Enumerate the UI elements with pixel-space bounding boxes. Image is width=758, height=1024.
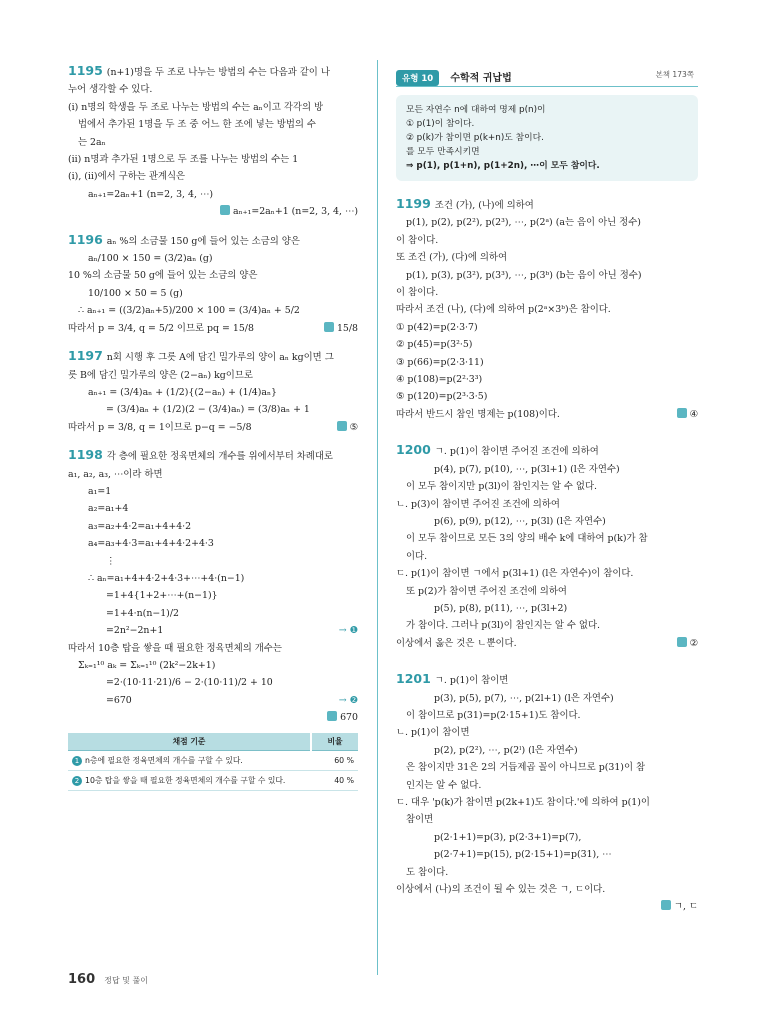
line: Σₖ₌₁¹⁰ aₖ = Σₖ₌₁¹⁰ (2k²−2k+1) [78, 660, 216, 671]
section-tag: 유형 10 [396, 70, 439, 86]
line: 이상에서 옳은 것은 ㄴ뿐이다. [396, 637, 517, 649]
step-marker: → ❷ [338, 694, 358, 706]
answer: aₙ₊₁=2aₙ+1 (n=2, 3, 4, ⋯) [233, 206, 358, 218]
footer-label: 정답 및 풀이 [104, 976, 148, 985]
table-cell: n층에 필요한 정육면체의 개수를 구할 수 있다. [85, 755, 243, 765]
problem-1196 [68, 231, 358, 337]
answer-mark-icon [677, 408, 687, 418]
answer-mark-icon [337, 421, 347, 431]
line: 따라서 반드시 참인 명제는 p(108)이다. [396, 408, 560, 420]
line: ㄱ. p(1)이 참이면 주어진 조건에 의하여 [434, 446, 599, 458]
line: =670 [106, 694, 132, 706]
line: ㄷ. p(1)이 참이면 ㄱ에서 p(3l+1) (l은 자연수)이 참이다. [396, 568, 634, 580]
line: 참이면 [406, 814, 434, 826]
section-header [396, 66, 698, 87]
step-badge: 2 [72, 776, 82, 786]
problem-number: 1200 [396, 442, 431, 458]
concept-box [396, 95, 698, 181]
page-number: 160 [68, 972, 96, 987]
step-marker: → ❶ [338, 625, 358, 637]
table-row [68, 750, 358, 770]
line: ④ p(108)=p(2²·3³) [396, 374, 483, 386]
line: p(3), p(5), p(7), ⋯, p(2l+1) (l은 자연수) [434, 692, 614, 704]
answer: 670 [340, 712, 358, 724]
line: p(4), p(7), p(10), ⋯, p(3l+1) (l은 자연수) [434, 463, 620, 475]
line: aₙ/100 × 150 = (3/2)aₙ (g) [88, 253, 213, 265]
page-footer [68, 968, 148, 987]
line: p(5), p(8), p(11), ⋯, p(3l+2) [434, 602, 568, 614]
line: 는 2aₙ [78, 136, 106, 148]
line: 이 모두 참이지만 p(3l)이 참인지는 알 수 없다. [406, 481, 598, 493]
line: 인지는 알 수 없다. [406, 779, 482, 791]
table-header: 비율 [311, 733, 358, 751]
line: aₙ₊₁=2aₙ+1 (n=2, 3, 4, ⋯) [88, 188, 213, 200]
table-header: 채점 기준 [68, 733, 311, 751]
table-cell: 10층 탑을 쌓을 때 필요한 정육면체의 개수를 구할 수 있다. [85, 775, 286, 785]
line: ㄴ. p(3)이 참이면 주어진 조건에 의하여 [396, 498, 560, 510]
line: aₙ₊₁ = (3/4)aₙ + (1/2){(2−aₙ) + (1/4)aₙ} [88, 386, 278, 398]
concept-line: ② p(k)가 참이면 p(k+n)도 참이다. [406, 133, 544, 143]
answer-mark-icon [220, 205, 230, 215]
problem-1200 [396, 441, 698, 652]
line: 은 참이지만 31은 2의 거듭제곱 꼴이 아니므로 p(31)이 참 [406, 762, 646, 774]
scoring-table [68, 733, 358, 791]
right-column [396, 66, 698, 926]
line: 이상에서 (나)의 조건이 될 수 있는 것은 ㄱ, ㄷ이다. [396, 884, 606, 896]
line: ② p(45)=p(3²·5) [396, 339, 473, 351]
answer: ⑤ [349, 421, 358, 433]
problem-number: 1199 [396, 196, 431, 211]
line: ③ p(66)=p(2·3·11) [396, 356, 484, 368]
line: a₁=1 [88, 485, 112, 497]
line: p(2·1+1)=p(3), p(2·3+1)=p(7), [434, 831, 582, 843]
answer: ② [689, 637, 698, 649]
line: 이 참이다. [396, 234, 439, 246]
problem-1201 [396, 670, 698, 916]
concept-line: 를 모두 만족시키면 [406, 147, 480, 157]
answer-mark-icon [327, 711, 337, 721]
left-column [68, 62, 358, 791]
line: =2·(10·11·21)/6 − 2·(10·11)/2 + 10 [106, 677, 273, 689]
line: ∴ aₙ=a₁+4+4·2+4·3+⋯+4·(n−1) [88, 572, 245, 584]
answer-mark-icon [661, 900, 671, 910]
line: ㄱ. p(1)이 참이면 [434, 675, 509, 687]
problem-number: 1198 [68, 447, 103, 463]
line: =1+4{1+2+⋯+(n−1)} [106, 590, 218, 602]
line: p(1), p(3), p(3²), p(3³), ⋯, p(3ᵇ) (b는 음이 아닌 정수) [406, 269, 642, 281]
line: n회 시행 후 그릇 A에 담긴 밀가루의 양이 aₙ kg이면 그 [106, 352, 334, 364]
line: p(1), p(2), p(2²), p(2³), ⋯, p(2ᵃ) (a는 음이 아닌 정수) [406, 217, 641, 229]
line: 따라서 10층 탑을 쌓을 때 필요한 정육면체의 개수는 [68, 642, 282, 654]
line: 10/100 × 50 = 5 (g) [88, 287, 183, 299]
line: 조건 (가), (나)에 의하여 [434, 200, 534, 211]
problem-1198 [68, 446, 358, 727]
answer-mark-icon [324, 322, 334, 332]
line: ∴ aₙ₊₁ = ((3/2)aₙ+5)/200 × 100 = (3/4)aₙ + 5/2 [78, 305, 300, 317]
line: 이 참이다. [396, 287, 439, 299]
line: ① p(42)=p(2·3·7) [396, 321, 478, 333]
line: a₂=a₁+4 [88, 503, 129, 515]
line: (ii) n명과 추가된 1명으로 두 조를 나누는 방법의 수는 1 [68, 154, 299, 166]
line: ⑤ p(120)=p(2³·3·5) [396, 391, 488, 403]
line: a₁, a₂, a₃, ⋯이라 하면 [68, 468, 163, 480]
answer: ㄱ, ㄷ [673, 901, 698, 913]
reference-page: 본책 173쪽 [655, 70, 694, 79]
problem-number: 1196 [68, 231, 103, 247]
line: p(2), p(2²), ⋯, p(2ˡ) (l은 자연수) [434, 744, 578, 756]
line: p(2·7+1)=p(15), p(2·15+1)=p(31), ⋯ [434, 849, 612, 861]
line: 따라서 p = 3/4, q = 5/2 이므로 pq = 15/8 [68, 322, 254, 334]
table-row [68, 770, 358, 790]
answer-mark-icon [677, 637, 687, 647]
line: = (3/4)aₙ + (1/2)(2 − (3/4)aₙ) = (3/8)aₙ + 1 [106, 404, 310, 416]
problem-1199 [396, 195, 698, 423]
line: p(6), p(9), p(12), ⋯, p(3l) (l은 자연수) [434, 515, 606, 527]
line: 또 조건 (가), (다)에 의하여 [396, 252, 508, 264]
line: 도 참이다. [406, 866, 449, 878]
answer: 15/8 [336, 322, 358, 334]
problem-number: 1201 [396, 671, 431, 687]
line: a₄=a₃+4·3=a₁+4+4·2+4·3 [88, 538, 214, 550]
line: 따라서 p = 3/8, q = 1이므로 p−q = −5/8 [68, 421, 252, 433]
line: 누어 생각할 수 있다. [68, 84, 153, 96]
concept-line: ⇒ p(1), p(1+n), p(1+2n), ⋯이 모두 참이다. [406, 161, 600, 171]
line: ⋮ [106, 555, 116, 567]
line: 10 %의 소금물 50 g에 들어 있는 소금의 양은 [68, 270, 258, 282]
concept-line: ① p(1)이 참이다. [406, 119, 475, 129]
problem-1195 [68, 62, 358, 221]
line: (i) n명의 학생을 두 조로 나누는 방법의 수는 aₙ이고 각각의 방 [68, 101, 324, 113]
line: (i), (ii)에서 구하는 관계식은 [68, 171, 186, 183]
line: =2n²−2n+1 [106, 625, 164, 637]
line: ㄷ. 대우 'p(k)가 참이면 p(2k+1)도 참이다.'에 의하여 p(1)이 [396, 797, 650, 808]
line: 가 참이다. 그러나 p(3l)이 참인지는 알 수 없다. [406, 620, 601, 632]
concept-line: 모든 자연수 n에 대하여 명제 p(n)이 [406, 105, 546, 115]
line: 각 층에 필요한 정육면체의 개수를 위에서부터 차례대로 [106, 451, 333, 463]
problem-number: 1195 [68, 63, 103, 78]
line: 이다. [406, 550, 428, 562]
line: a₃=a₂+4·2=a₁+4+4·2 [88, 520, 192, 532]
column-divider [377, 60, 378, 975]
problem-1197 [68, 347, 358, 436]
line: =1+4·n(n−1)/2 [106, 607, 179, 619]
line: 이 참이므로 p(31)=p(2·15+1)도 참이다. [406, 709, 581, 721]
line: aₙ %의 소금물 150 g에 들어 있는 소금의 양은 [106, 235, 300, 247]
table-cell: 40 % [311, 770, 358, 790]
section-title: 수학적 귀납법 [450, 73, 512, 84]
answer: ④ [689, 408, 698, 420]
line: 따라서 조건 (나), (다)에 의하여 p(2ᵃ×3ᵇ)은 참이다. [396, 304, 611, 316]
line: (n+1)명을 두 조로 나누는 방법의 수는 다음과 같이 나 [106, 67, 330, 78]
line: ㄴ. p(1)이 참이면 [396, 727, 470, 739]
line: 릇 B에 담긴 밀가루의 양은 (2−aₙ) kg이므로 [68, 369, 253, 381]
problem-number: 1197 [68, 348, 103, 364]
line: 법에서 추가된 1명을 두 조 중 어느 한 조에 넣는 방법의 수 [78, 119, 316, 131]
line: 또 p(2)가 참이면 주어진 조건에 의하여 [406, 585, 567, 597]
step-badge: 1 [72, 756, 82, 766]
table-cell: 60 % [311, 750, 358, 770]
line: 이 모두 참이므로 모든 3의 양의 배수 k에 대하여 p(k)가 참 [406, 533, 648, 545]
